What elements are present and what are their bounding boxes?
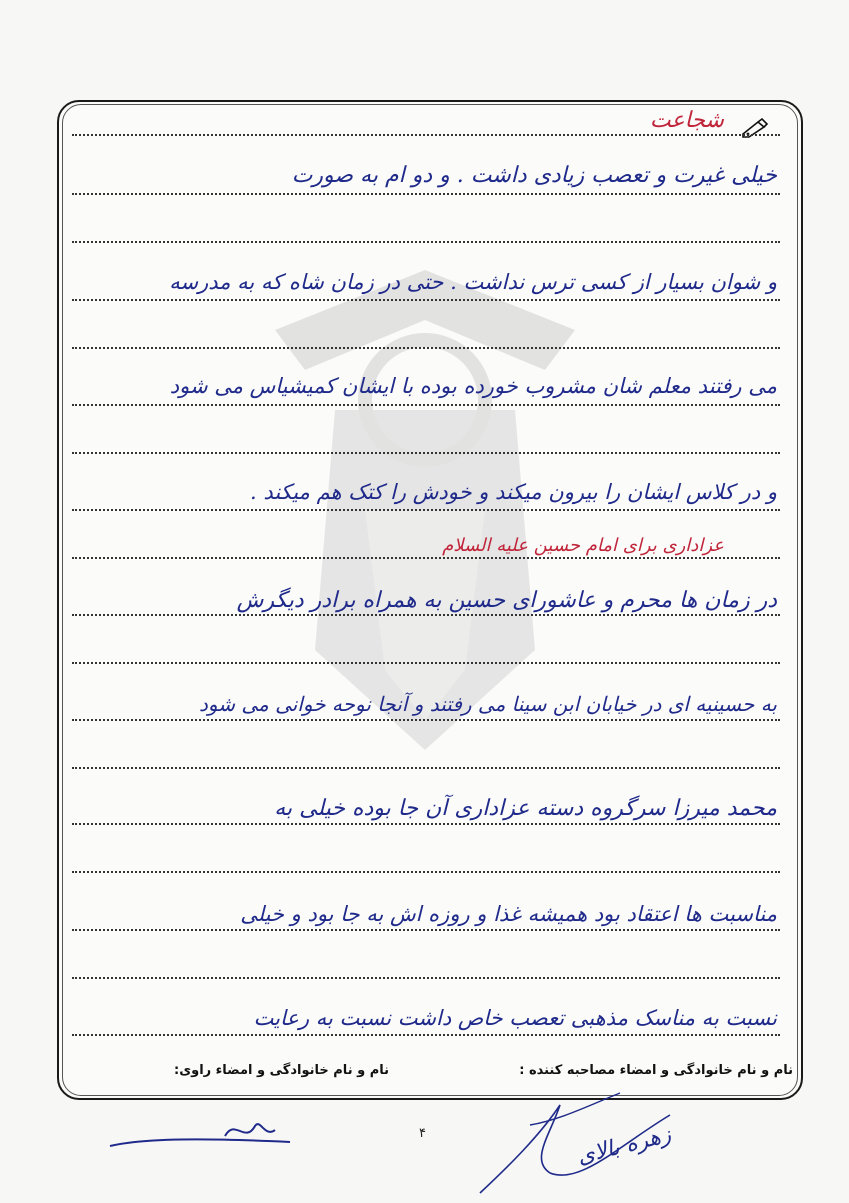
writing-line — [72, 347, 780, 349]
writing-line — [72, 557, 780, 559]
writing-line — [72, 767, 780, 769]
handwritten-line-8: مناسبت ها اعتقاد بود همیشه غذا و روزه اش به جا بود و خیلی — [240, 902, 777, 926]
handwritten-line-6: به حسینیه ای در خیابان ابن سینا می رفتند و آنجا نوحه خوانی می شود — [198, 692, 777, 716]
writing-line — [72, 1034, 780, 1036]
writing-line — [72, 404, 780, 406]
signature-name: زهره بالای — [574, 1122, 674, 1170]
writing-line — [72, 929, 780, 931]
section-heading: شجاعت — [649, 108, 724, 133]
page-number: ۴ — [419, 1126, 426, 1141]
writing-line — [72, 299, 780, 301]
handwritten-line-4: و در کلاس ایشان را بیرون میکند و خودش را کتک هم میکند . — [250, 480, 777, 504]
writing-line — [72, 452, 780, 454]
writing-line — [72, 509, 780, 511]
section-subheading: عزاداری برای امام حسین علیه السلام — [442, 535, 724, 556]
writing-line — [72, 719, 780, 721]
writing-line — [72, 823, 780, 825]
interviewer-signature-label: نام و نام خانوادگی و امضاء مصاحبه کننده : — [519, 1063, 793, 1078]
writing-line — [72, 193, 780, 195]
handwritten-line-3: می رفتند معلم شان مشروب خورده بوده با ایشان کمیشیاس می شود — [169, 374, 777, 398]
handwritten-line-2: و شوان بسیار از کسی ترس نداشت . حتی در زمان شاه که به مدرسه — [169, 270, 777, 294]
writing-line — [72, 977, 780, 979]
writing-line — [72, 614, 780, 616]
narrator-signature — [105, 1108, 295, 1158]
handwritten-line-1: خیلی غیرت و تعصب زیادی داشت . و دو ام به صورت — [291, 163, 777, 188]
handwritten-line-7: محمد میرزا سرگروه دسته عزاداری آن جا بوده خیلی به — [274, 796, 777, 821]
writing-line — [72, 662, 780, 664]
writing-line — [72, 241, 780, 243]
handwritten-line-5: در زمان ها محرم و عاشورای حسین به همراه برادر دیگرش — [236, 588, 777, 613]
writing-line — [72, 134, 780, 136]
narrator-signature-label: نام و نام خانوادگی و امضاء راوی: — [174, 1063, 389, 1078]
handwritten-line-9: نسبت به مناسک مذهبی تعصب خاص داشت نسبت به رعایت — [253, 1006, 777, 1030]
writing-line — [72, 871, 780, 873]
